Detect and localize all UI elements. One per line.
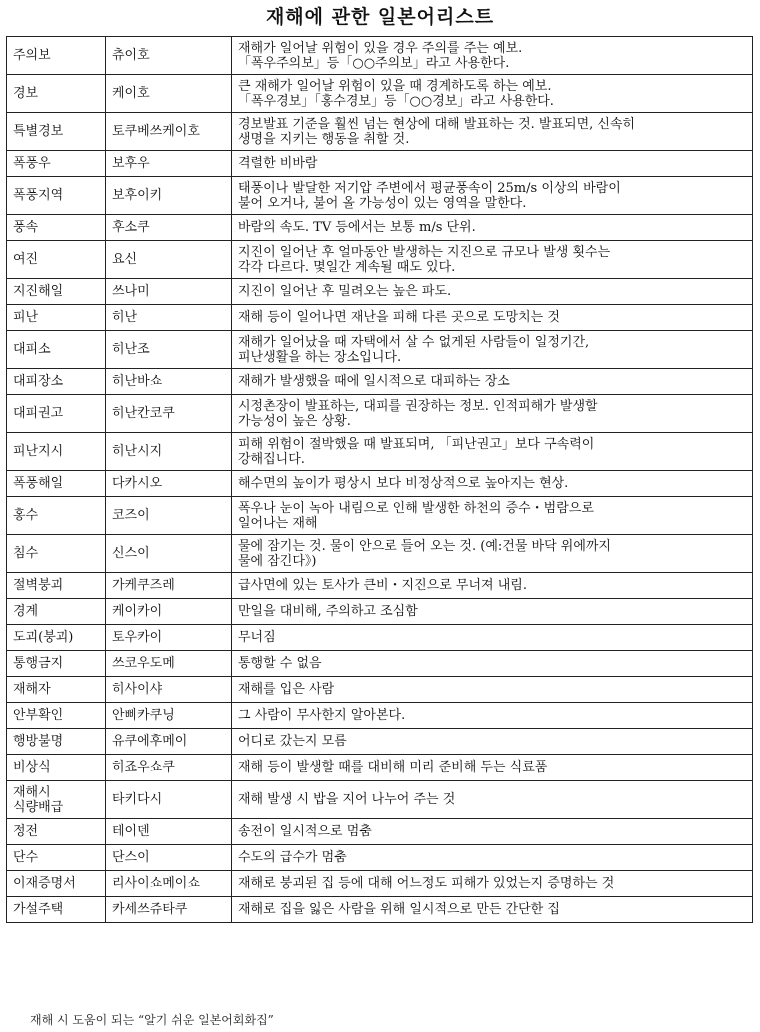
table-row xyxy=(7,819,753,845)
reading-cell: 보후우 xyxy=(106,151,232,177)
description-cell: 피해 위험이 절박했을 때 발표되며, 「피난권고」보다 구속력이 강해집니다. xyxy=(232,433,753,471)
reading-cell: 보후이키 xyxy=(106,177,232,215)
table-row xyxy=(7,651,753,677)
term-cell: 재해자 xyxy=(7,677,106,703)
table-row xyxy=(7,729,753,755)
term-cell: 여진 xyxy=(7,241,106,279)
term-cell: 풍속 xyxy=(7,215,106,241)
term-cell: 대피소 xyxy=(7,331,106,369)
table-row xyxy=(7,215,753,241)
table-row xyxy=(7,433,753,471)
table-row xyxy=(7,305,753,331)
description-cell: 재해 등이 일어나면 재난을 피해 다른 곳으로 도망치는 것 xyxy=(232,305,753,331)
description-cell: 태풍이나 발달한 저기압 주변에서 평균풍속이 25m/s 이상의 바람이 불어 오거나, 불어 올 가능성이 있는 영역을 말한다. xyxy=(232,177,753,215)
description-cell: 수도의 급수가 멈춤 xyxy=(232,845,753,871)
table-row xyxy=(7,395,753,433)
description-cell: 격렬한 비바람 xyxy=(232,151,753,177)
reading-cell: 다카시오 xyxy=(106,471,232,497)
document-footer: 재해 시 도움이 되는 “알기 쉬운 일본어회화집” xyxy=(30,1013,274,1027)
description-cell: 경보발표 기준을 훨씬 넘는 현상에 대해 발표하는 것. 발표되면, 신속히 생명을 지키는 행동을 취할 것. xyxy=(232,113,753,151)
description-cell: 시정촌장이 발표하는, 대피를 권장하는 정보. 인적피해가 발생할 가능성이 높은 상황. xyxy=(232,395,753,433)
term-cell: 특별경보 xyxy=(7,113,106,151)
description-cell: 급사면에 있는 토사가 큰비・지진으로 무너져 내림. xyxy=(232,573,753,599)
reading-cell: 후소쿠 xyxy=(106,215,232,241)
term-cell: 홍수 xyxy=(7,497,106,535)
table-row xyxy=(7,703,753,729)
term-cell: 도괴(붕괴) xyxy=(7,625,106,651)
description-cell: 지진이 일어난 후 얼마동안 발생하는 지진으로 규모나 발생 횟수는 각각 다르다. 몇일간 계속될 때도 있다. xyxy=(232,241,753,279)
table-row xyxy=(7,755,753,781)
document-title: 재해에 관한 일본어리스트 xyxy=(265,6,495,28)
table-row xyxy=(7,75,753,113)
table-row xyxy=(7,369,753,395)
table-row xyxy=(7,677,753,703)
table-row xyxy=(7,845,753,871)
term-cell: 경보 xyxy=(7,75,106,113)
reading-cell: 리사이쇼메이쇼 xyxy=(106,871,232,897)
term-cell: 행방불명 xyxy=(7,729,106,755)
term-cell: 대피권고 xyxy=(7,395,106,433)
reading-cell: 카세쓰쥬타쿠 xyxy=(106,897,232,923)
table-row xyxy=(7,497,753,535)
reading-cell: 코즈이 xyxy=(106,497,232,535)
table-row xyxy=(7,241,753,279)
table-row xyxy=(7,177,753,215)
table-row xyxy=(7,279,753,305)
description-cell: 지진이 일어난 후 밀려오는 높은 파도. xyxy=(232,279,753,305)
term-cell: 절벽붕괴 xyxy=(7,573,106,599)
description-cell: 해수면의 높이가 평상시 보다 비정상적으로 높아지는 현상. xyxy=(232,471,753,497)
reading-cell: 안삐카쿠닝 xyxy=(106,703,232,729)
table-row xyxy=(7,471,753,497)
glossary-table-body xyxy=(7,37,753,923)
table-row xyxy=(7,781,753,819)
term-cell: 침수 xyxy=(7,535,106,573)
table-row xyxy=(7,573,753,599)
description-cell: 재해로 집을 잃은 사람을 위해 일시적으로 만든 간단한 집 xyxy=(232,897,753,923)
reading-cell: 신스이 xyxy=(106,535,232,573)
reading-cell: 타키다시 xyxy=(106,781,232,819)
reading-cell: 히난시지 xyxy=(106,433,232,471)
term-cell: 단수 xyxy=(7,845,106,871)
table-row xyxy=(7,151,753,177)
table-row xyxy=(7,331,753,369)
reading-cell: 가케쿠즈레 xyxy=(106,573,232,599)
term-cell: 가설주택 xyxy=(7,897,106,923)
reading-cell: 히난조 xyxy=(106,331,232,369)
table-row xyxy=(7,37,753,75)
term-cell: 경계 xyxy=(7,599,106,625)
term-cell: 지진해일 xyxy=(7,279,106,305)
description-cell: 송전이 일시적으로 멈춤 xyxy=(232,819,753,845)
reading-cell: 히죠우쇼쿠 xyxy=(106,755,232,781)
description-cell: 바람의 속도. TV 등에서는 보통 m/s 단위. xyxy=(232,215,753,241)
reading-cell: 쓰나미 xyxy=(106,279,232,305)
term-cell: 비상식 xyxy=(7,755,106,781)
description-cell: 재해를 입은 사람 xyxy=(232,677,753,703)
term-cell: 피난지시 xyxy=(7,433,106,471)
reading-cell: 히난 xyxy=(106,305,232,331)
term-cell: 재해시 식량배급 xyxy=(7,781,106,819)
term-cell: 통행금지 xyxy=(7,651,106,677)
term-cell: 안부확인 xyxy=(7,703,106,729)
term-cell: 이재증명서 xyxy=(7,871,106,897)
reading-cell: 테이덴 xyxy=(106,819,232,845)
table-row xyxy=(7,535,753,573)
term-cell: 대피장소 xyxy=(7,369,106,395)
term-cell: 폭풍지역 xyxy=(7,177,106,215)
term-cell: 피난 xyxy=(7,305,106,331)
description-cell: 재해 등이 발생할 때를 대비해 미리 준비해 두는 식료품 xyxy=(232,755,753,781)
reading-cell: 케이호 xyxy=(106,75,232,113)
description-cell: 큰 재해가 일어날 위험이 있을 때 경계하도록 하는 예보. 「폭우경보」「홍수경보」등「○○경보」라고 사용한다. xyxy=(232,75,753,113)
glossary-table xyxy=(6,36,753,923)
description-cell: 어디로 갔는지 모름 xyxy=(232,729,753,755)
reading-cell: 단스이 xyxy=(106,845,232,871)
term-cell: 주의보 xyxy=(7,37,106,75)
description-cell: 재해로 붕괴된 집 등에 대해 어느정도 피해가 있었는지 증명하는 것 xyxy=(232,871,753,897)
description-cell: 물에 잠기는 것. 물이 안으로 들어 오는 것. (예:건물 바닥 위에까지 물에 잠긴다》) xyxy=(232,535,753,573)
table-row xyxy=(7,871,753,897)
reading-cell: 유쿠에후메이 xyxy=(106,729,232,755)
reading-cell: 히난칸코쿠 xyxy=(106,395,232,433)
description-cell: 재해 발생 시 밥을 지어 나누어 주는 것 xyxy=(232,781,753,819)
term-cell: 정전 xyxy=(7,819,106,845)
reading-cell: 히난바쇼 xyxy=(106,369,232,395)
reading-cell: 히사이샤 xyxy=(106,677,232,703)
reading-cell: 케이카이 xyxy=(106,599,232,625)
description-cell: 재해가 일어날 위험이 있을 경우 주의를 주는 예보. 「폭우주의보」등「○○주의보」라고 사용한다. xyxy=(232,37,753,75)
description-cell: 재해가 발생했을 때에 일시적으로 대피하는 장소 xyxy=(232,369,753,395)
table-row xyxy=(7,897,753,923)
reading-cell: 토쿠베쓰케이호 xyxy=(106,113,232,151)
description-cell: 그 사람이 무사한지 알아본다. xyxy=(232,703,753,729)
description-cell: 재해가 일어났을 때 자택에서 살 수 없게된 사람들이 일정기간, 피난생활을 하는 장소입니다. xyxy=(232,331,753,369)
description-cell: 폭우나 눈이 녹아 내림으로 인해 발생한 하천의 증수・범람으로 일어나는 재해 xyxy=(232,497,753,535)
table-row xyxy=(7,599,753,625)
description-cell: 통행할 수 없음 xyxy=(232,651,753,677)
term-cell: 폭풍우 xyxy=(7,151,106,177)
table-row xyxy=(7,625,753,651)
description-cell: 무너짐 xyxy=(232,625,753,651)
reading-cell: 요신 xyxy=(106,241,232,279)
reading-cell: 쓰코우도메 xyxy=(106,651,232,677)
table-row xyxy=(7,113,753,151)
reading-cell: 츄이호 xyxy=(106,37,232,75)
description-cell: 만일을 대비해, 주의하고 조심함 xyxy=(232,599,753,625)
term-cell: 폭풍해일 xyxy=(7,471,106,497)
reading-cell: 토우카이 xyxy=(106,625,232,651)
